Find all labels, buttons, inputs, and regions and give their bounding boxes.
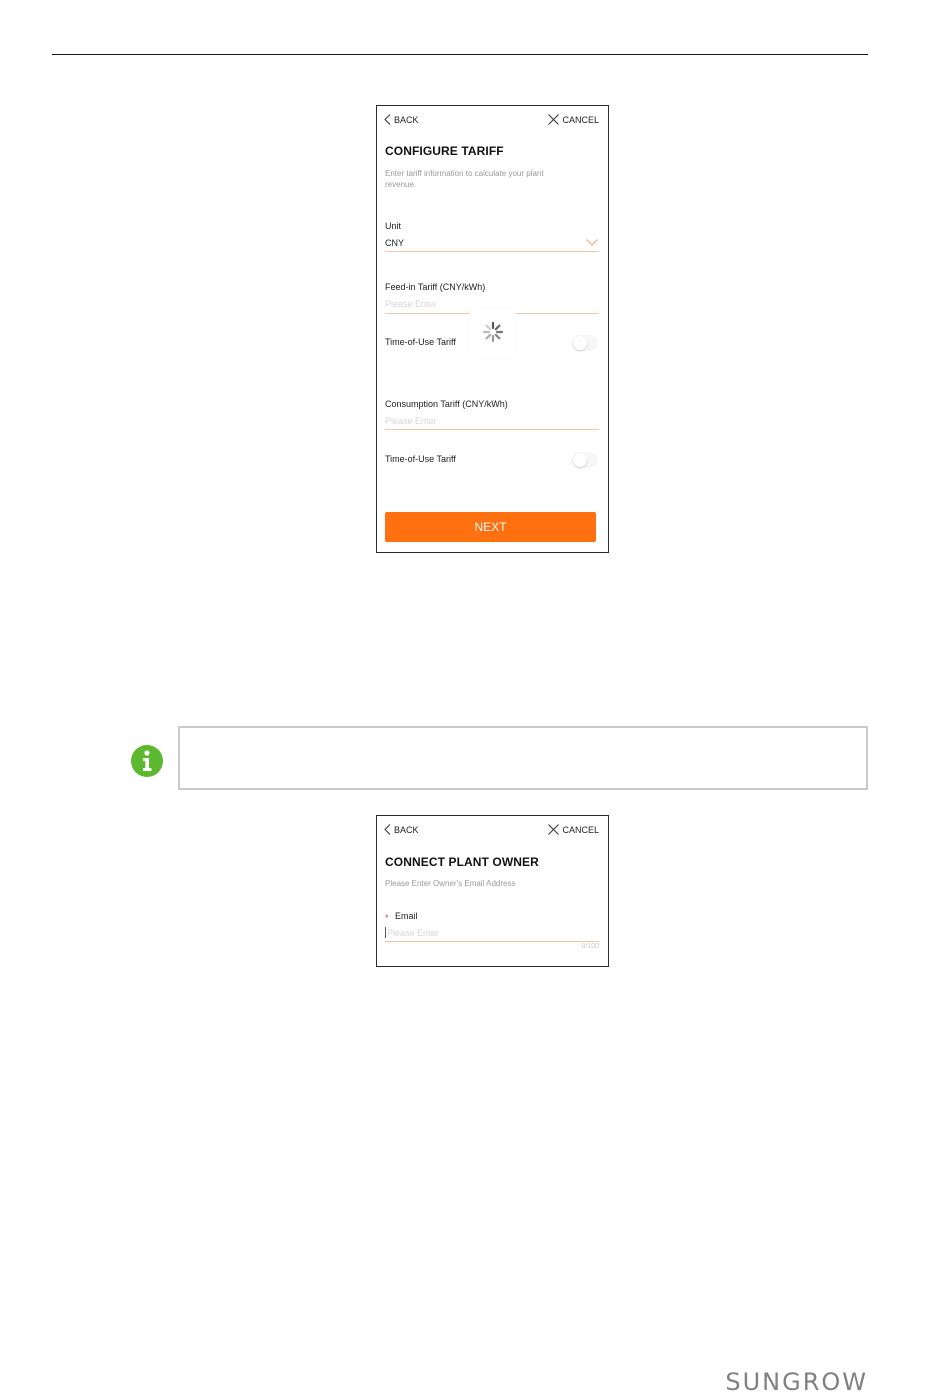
- chevron-down-icon[interactable]: [586, 239, 598, 246]
- email-input[interactable]: Please Enter: [387, 928, 439, 938]
- chevron-left-icon: [384, 824, 391, 835]
- close-icon: [548, 824, 559, 835]
- note-box: [178, 726, 868, 790]
- loading-overlay: [470, 309, 516, 357]
- cancel-label: CANCEL: [562, 114, 599, 125]
- toggle-knob: [573, 336, 587, 350]
- info-icon: [130, 744, 164, 778]
- time-of-use-label-2: Time-of-Use Tariff: [385, 454, 456, 464]
- page-title: CONFIGURE TARIFF: [385, 144, 504, 158]
- text-cursor: [385, 927, 386, 938]
- unit-label: Unit: [385, 221, 402, 231]
- time-of-use-label: Time-of-Use Tariff: [385, 337, 456, 347]
- email-underline: [385, 941, 599, 942]
- next-button[interactable]: NEXT: [385, 512, 596, 542]
- loading-spinner-icon: [482, 321, 504, 343]
- back-button[interactable]: [384, 824, 419, 835]
- consumption-tariff-input[interactable]: Please Enter: [385, 416, 437, 426]
- page-title: CONNECT PLANT OWNER: [385, 855, 539, 869]
- cancel-button[interactable]: [548, 114, 599, 125]
- feed-in-tariff-input[interactable]: Please Enter: [385, 299, 437, 309]
- page-description: Please Enter Owner's Email Address: [385, 879, 516, 888]
- close-icon: [548, 114, 559, 125]
- character-counter: 0/100: [581, 943, 599, 950]
- cancel-label: CANCEL: [562, 824, 599, 835]
- unit-underline: [385, 251, 599, 252]
- consumption-tariff-label: Consumption Tariff (CNY/kWh): [385, 399, 508, 409]
- required-mark: *: [385, 913, 389, 923]
- email-label: Email: [395, 911, 418, 921]
- feed-in-tariff-label: Feed-in Tariff (CNY/kWh): [385, 282, 486, 292]
- consumption-tariff-underline: [385, 429, 599, 430]
- back-label: BACK: [394, 114, 419, 125]
- time-of-use-toggle-2[interactable]: [572, 452, 598, 468]
- cancel-button[interactable]: [548, 824, 599, 835]
- connect-plant-owner-screen: [376, 815, 609, 967]
- page-description: Enter tariff information to calculate your plant revenue.: [385, 169, 544, 189]
- header-rule: [52, 54, 868, 55]
- configure-tariff-screen: [376, 105, 609, 553]
- back-label: BACK: [394, 824, 419, 835]
- time-of-use-toggle[interactable]: [572, 335, 598, 351]
- sungrow-logo: SUNGROW: [725, 1368, 868, 1396]
- back-button[interactable]: [384, 114, 419, 125]
- chevron-left-icon: [384, 114, 391, 125]
- unit-select[interactable]: CNY: [385, 238, 405, 248]
- toggle-knob: [573, 453, 587, 467]
